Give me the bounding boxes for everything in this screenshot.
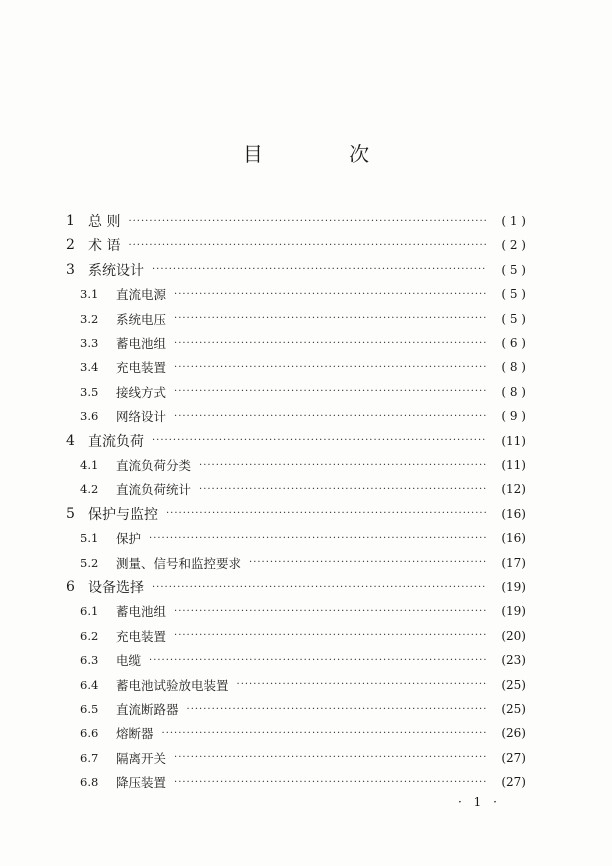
dot-leader xyxy=(128,216,486,227)
toc-entry xyxy=(80,624,526,648)
toc-entry-number: 3.4 xyxy=(80,360,99,375)
toc-entry-page: (16) xyxy=(501,506,526,521)
dot-leader xyxy=(174,777,486,788)
toc-entry-number: 3.6 xyxy=(80,409,99,424)
toc-entry xyxy=(80,282,526,306)
dot-leader xyxy=(149,533,486,544)
toc-entry-page: (26) xyxy=(501,726,526,741)
toc-entry-label: 测量、信号和监控要求 xyxy=(116,555,242,571)
toc-entry xyxy=(80,599,526,623)
toc-entry-page: ( 8 ) xyxy=(501,384,526,399)
dot-leader xyxy=(174,630,486,641)
toc-entry-label: 隔离开关 xyxy=(116,750,167,766)
toc-entry xyxy=(66,575,526,599)
dot-leader xyxy=(174,338,486,349)
toc-entry xyxy=(80,355,526,379)
dot-leader xyxy=(174,752,486,763)
toc-entry-page: (12) xyxy=(501,482,526,497)
toc-entry-label: 系统设计 xyxy=(88,262,144,279)
toc-entry-label: 设备选择 xyxy=(88,580,144,596)
toc-entry-number: 5 xyxy=(66,505,75,522)
toc-entry xyxy=(80,648,526,672)
toc-entry-number: 3.1 xyxy=(80,287,99,302)
dot-leader xyxy=(237,679,486,690)
dot-leader xyxy=(152,435,486,446)
toc-entry-label: 系统电压 xyxy=(116,311,167,327)
dot-leader xyxy=(187,704,486,715)
toc-entry-page: (16) xyxy=(501,531,526,546)
toc-entry-page: ( 5 ) xyxy=(501,311,526,326)
toc-entry-label: 降压装置 xyxy=(116,775,167,791)
dot-leader xyxy=(174,289,486,300)
toc-entry-label: 直流负荷分类 xyxy=(116,458,192,473)
toc-entry-number: 3 xyxy=(66,261,75,278)
toc-entry xyxy=(80,404,526,428)
toc-entry-label: 直流电源 xyxy=(116,287,167,303)
toc-entry xyxy=(80,453,526,477)
dot-leader xyxy=(174,313,486,324)
toc-entry-page: ( 5 ) xyxy=(501,287,526,302)
toc-entry-page: (25) xyxy=(501,677,526,692)
toc-entry-label: 保护 xyxy=(116,531,142,547)
toc-entry-label: 直流负荷统计 xyxy=(116,482,192,498)
dot-leader xyxy=(199,484,486,495)
toc-entry-label: 熔断器 xyxy=(116,726,154,742)
toc-entry-label: 蓄电池试验放电装置 xyxy=(116,677,229,693)
toc-entry-label: 保护与监控 xyxy=(88,506,158,523)
toc-entry-label: 充电装置 xyxy=(116,360,167,376)
toc-entry-number: 6.2 xyxy=(80,628,99,643)
dot-leader xyxy=(174,362,486,373)
toc-entry-page: ( 5 ) xyxy=(501,262,526,277)
toc-entry-number: 6.3 xyxy=(80,653,99,668)
toc-entry xyxy=(66,429,526,453)
toc-entry-label: 术 语 xyxy=(88,238,121,255)
dot-leader xyxy=(152,582,486,593)
toc-entry xyxy=(66,502,526,526)
toc-entry-label: 电缆 xyxy=(116,653,142,669)
toc-entry-label: 直流断路器 xyxy=(116,702,179,717)
toc-entry-label: 总 则 xyxy=(88,214,121,230)
toc-entry xyxy=(80,770,526,794)
toc-entry-page: (19) xyxy=(501,604,526,619)
toc-entry-page: (11) xyxy=(501,433,526,448)
toc-entry-label: 蓄电池组 xyxy=(116,604,167,620)
toc-entry xyxy=(80,721,526,745)
toc-entry-number: 4 xyxy=(66,432,75,449)
toc-entry xyxy=(80,697,526,721)
dot-leader xyxy=(174,386,486,397)
toc-entry-number: 2 xyxy=(66,237,75,254)
toc-entry-page: ( 8 ) xyxy=(501,360,526,375)
toc-entry-page: ( 9 ) xyxy=(501,409,526,424)
dot-leader xyxy=(162,728,486,739)
toc-entry xyxy=(80,331,526,355)
toc-entry xyxy=(80,551,526,575)
toc-entry xyxy=(80,526,526,550)
toc-entry-page: ( 2 ) xyxy=(501,238,526,253)
toc-entry-number: 6.8 xyxy=(80,775,99,790)
toc-entry-page: ( 1 ) xyxy=(501,214,526,228)
toc-entry-page: (25) xyxy=(501,702,526,716)
toc-entry-number: 3.2 xyxy=(80,311,99,326)
toc-entry-number: 3.5 xyxy=(80,384,99,399)
toc-entry-page: (27) xyxy=(501,775,526,790)
toc-entry xyxy=(80,477,526,501)
dot-leader xyxy=(199,460,486,471)
toc-entry-page: (11) xyxy=(501,458,526,472)
toc-entry-number: 6.5 xyxy=(80,702,99,716)
dot-leader xyxy=(174,411,486,422)
toc-entry-number: 4.1 xyxy=(80,458,99,472)
toc-title: 目 次 xyxy=(242,142,410,166)
toc-entry-page: (23) xyxy=(501,653,526,668)
toc-entry-page: (20) xyxy=(501,628,526,643)
toc-entry-number: 6.1 xyxy=(80,604,99,619)
toc-entry-page: (17) xyxy=(501,555,526,570)
toc-entry-page: (19) xyxy=(501,580,526,594)
toc-entry-number: 6.6 xyxy=(80,726,99,741)
toc-entry xyxy=(80,307,526,331)
toc-entry-label: 直流负荷 xyxy=(88,433,144,450)
page-number: · 1 · xyxy=(458,795,501,809)
toc-entry xyxy=(66,258,526,282)
toc-entry-number: 5.1 xyxy=(80,531,99,546)
toc-entry-label: 网络设计 xyxy=(116,409,167,425)
toc-entry-number: 1 xyxy=(66,213,75,229)
dot-leader xyxy=(149,655,486,666)
toc-entry-number: 3.3 xyxy=(80,336,99,350)
toc-entry-number: 6.7 xyxy=(80,750,99,765)
toc-entry-label: 蓄电池组 xyxy=(116,336,167,351)
toc-entry-number: 6 xyxy=(66,579,75,595)
dot-leader xyxy=(152,264,486,275)
toc-entry-page: (27) xyxy=(501,750,526,765)
toc-entry-label: 充电装置 xyxy=(116,628,167,644)
toc-entry xyxy=(66,233,526,257)
toc-entry xyxy=(66,209,526,233)
toc-entry-label: 接线方式 xyxy=(116,384,167,400)
toc-entry-number: 4.2 xyxy=(80,482,99,497)
toc-entry xyxy=(80,746,526,770)
toc-entry xyxy=(80,673,526,697)
dot-leader xyxy=(166,508,486,519)
toc-entry-number: 5.2 xyxy=(80,555,99,570)
toc-entry-page: ( 6 ) xyxy=(501,336,526,350)
toc-entry xyxy=(80,380,526,404)
dot-leader xyxy=(249,557,486,568)
dot-leader xyxy=(174,606,486,617)
dot-leader xyxy=(128,240,486,251)
toc-entry-number: 6.4 xyxy=(80,677,99,692)
